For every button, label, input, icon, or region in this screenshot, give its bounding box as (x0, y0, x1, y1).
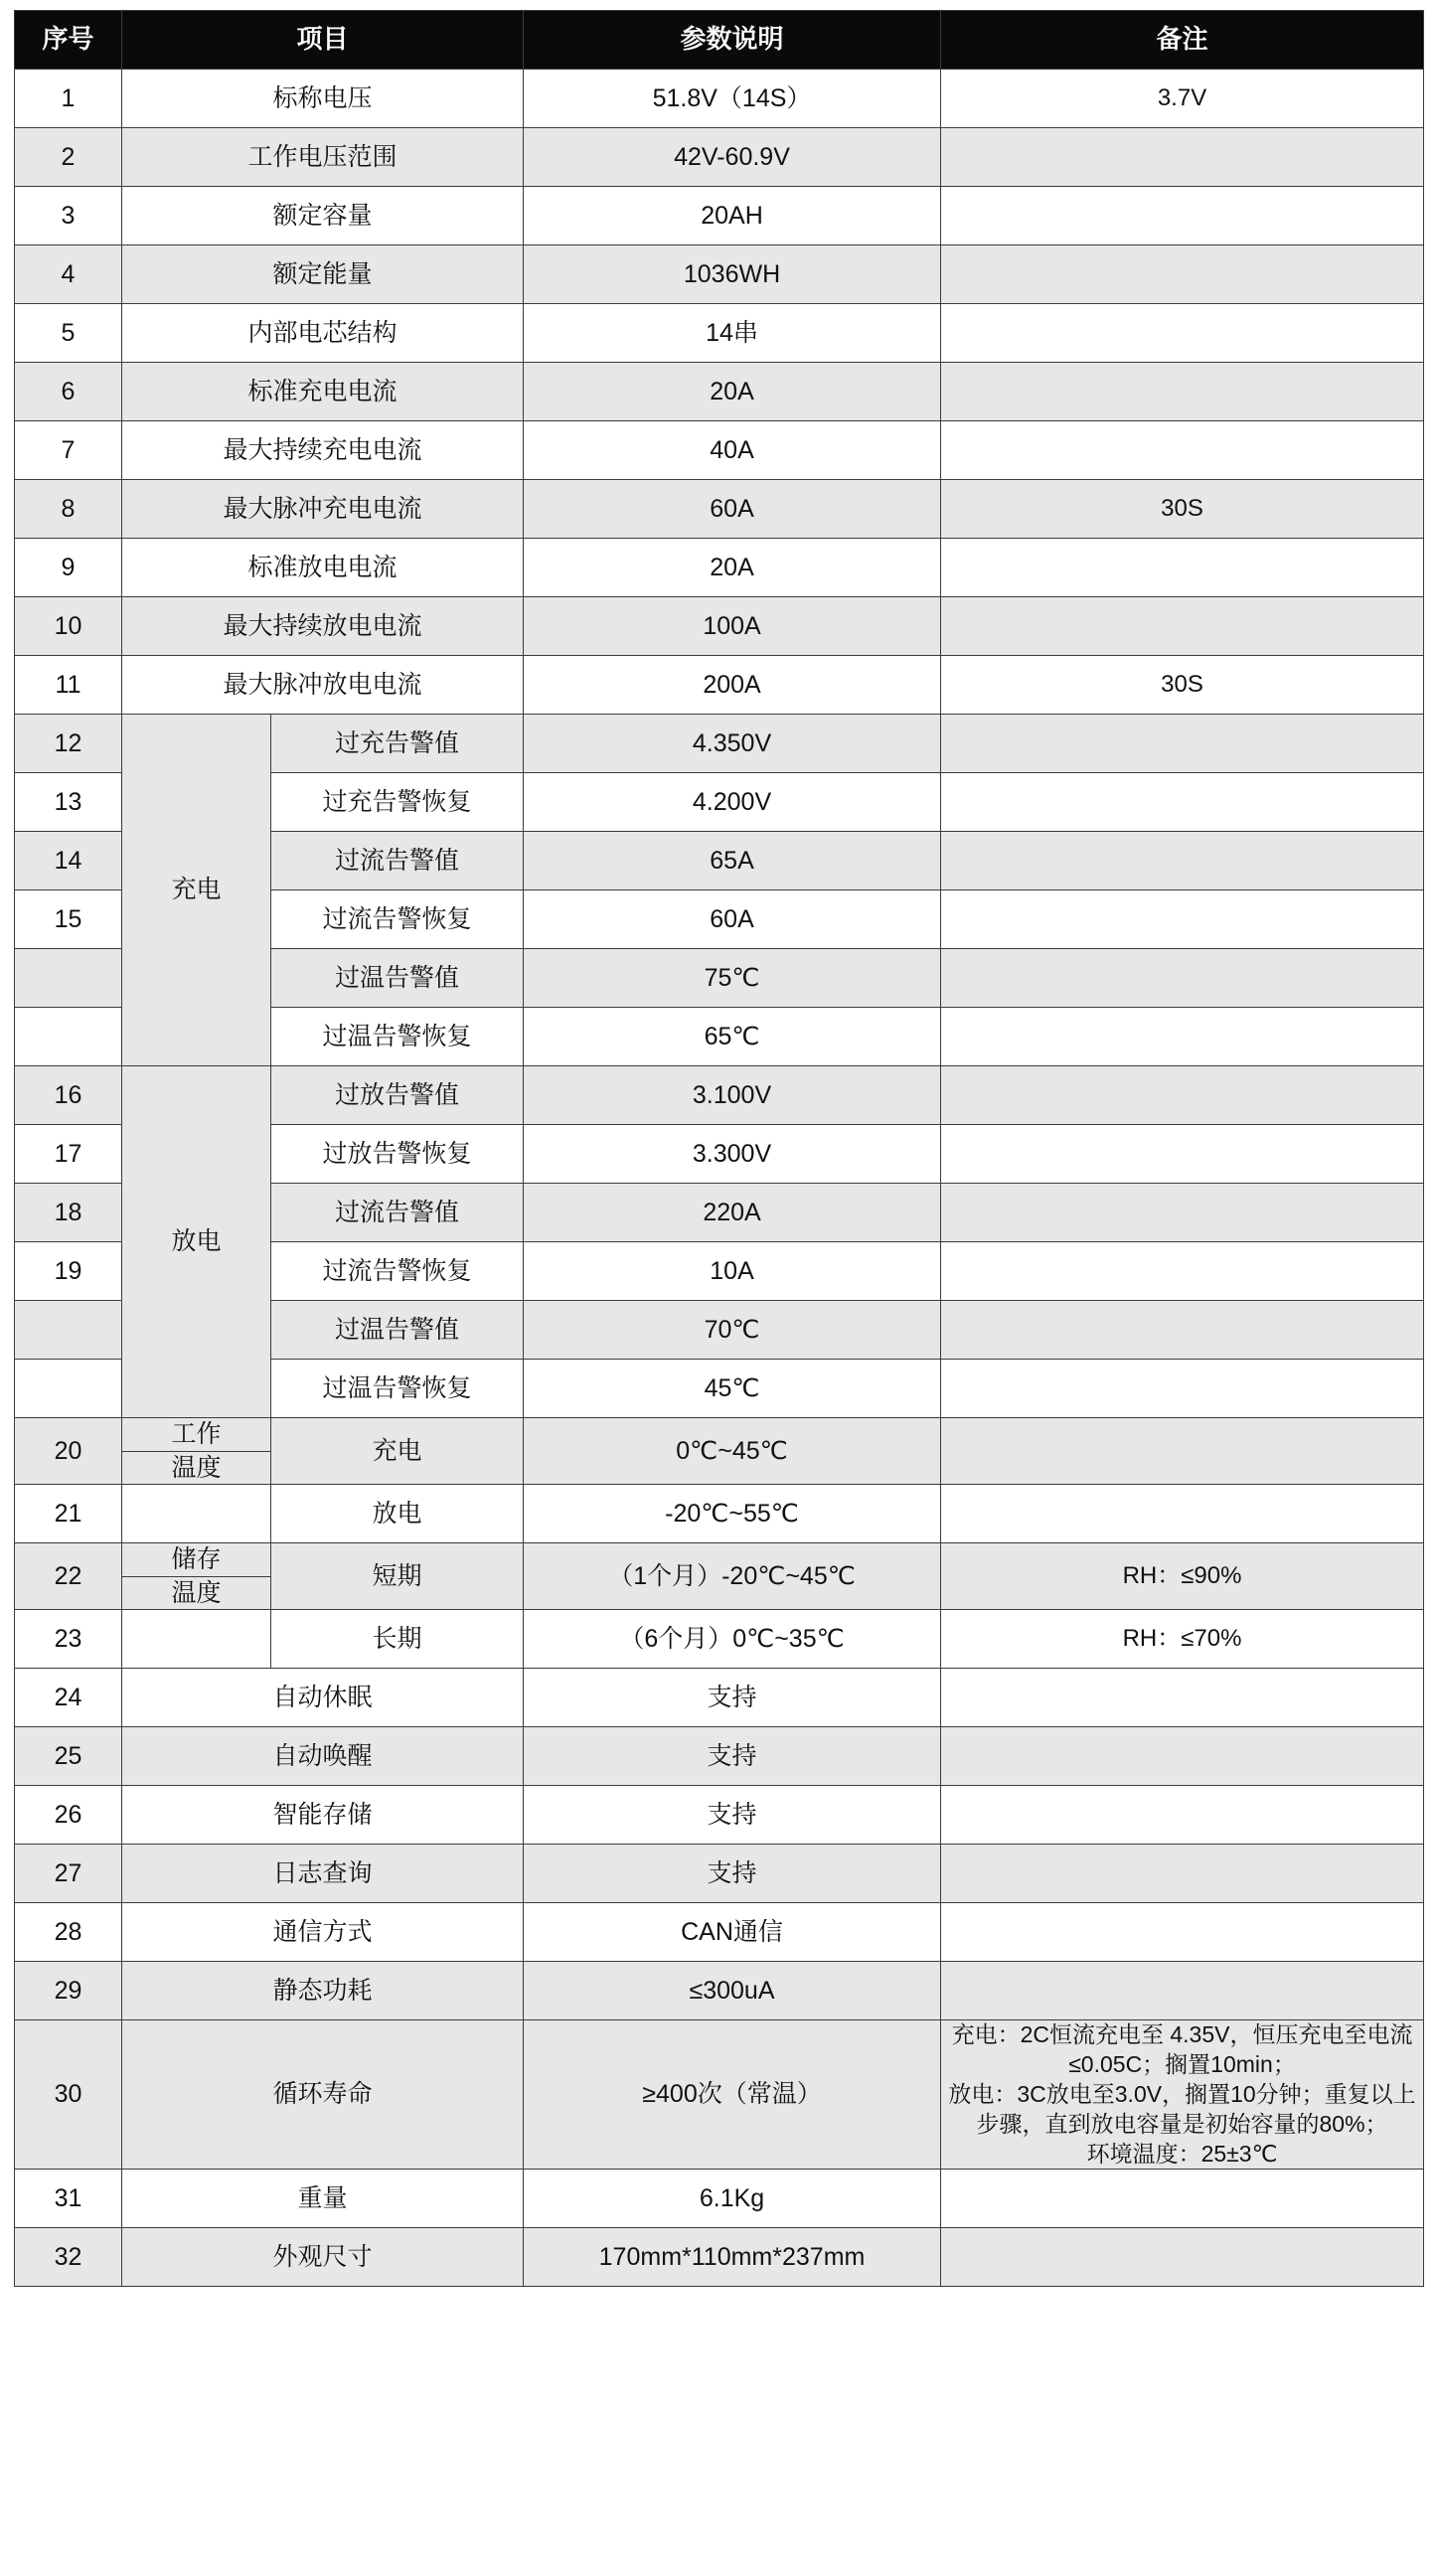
store-temp-label-top: 储存 (122, 1543, 270, 1577)
cell-no: 18 (15, 1184, 122, 1242)
cell-remark (941, 1727, 1424, 1786)
cell-item: 最大脉冲充电电流 (122, 480, 524, 539)
table-row (15, 2228, 1424, 2287)
header-cell-item: 项目 (122, 11, 524, 70)
cell-item: 日志查询 (122, 1845, 524, 1903)
cell-item: 最大持续放电电流 (122, 597, 524, 656)
table-row (15, 1669, 1424, 1727)
cell-remark: 30S (941, 480, 1424, 539)
cell-subitem: 长期 (271, 1610, 524, 1669)
cell-remark (941, 773, 1424, 832)
cell-subitem: 充电 (271, 1418, 524, 1485)
cell-subitem: 过流告警恢复 (271, 1242, 524, 1301)
cell-remark (941, 1962, 1424, 2020)
cell-no: 9 (15, 539, 122, 597)
cell-remark (941, 890, 1424, 949)
cell-no: 30 (15, 2020, 122, 2170)
cell-subitem: 过流告警恢复 (271, 890, 524, 949)
cell-remark: 3.7V (941, 70, 1424, 128)
cell-param: 60A (524, 890, 941, 949)
table-row (15, 1066, 1424, 1125)
cell-param: 6.1Kg (524, 2170, 941, 2228)
cell-param: 65℃ (524, 1008, 941, 1066)
table-row (15, 187, 1424, 245)
table-row (15, 2170, 1424, 2228)
cell-param: 支持 (524, 1669, 941, 1727)
cell-remark (941, 1242, 1424, 1301)
cell-item: 额定容量 (122, 187, 524, 245)
cell-item: 自动休眠 (122, 1669, 524, 1727)
cell-remark (941, 187, 1424, 245)
cell-remark (941, 1418, 1424, 1485)
cell-param: 200A (524, 656, 941, 715)
cell-param: 20A (524, 363, 941, 421)
cell-no: 14 (15, 832, 122, 890)
cell-remark: 30S (941, 656, 1424, 715)
cell-no: 4 (15, 245, 122, 304)
cycle-note-line-2: 放电：3C放电至3.0V，搁置10分钟；重复以上步骤，直到放电容量是初始容量的80%； (948, 2080, 1416, 2137)
cell-param: 支持 (524, 1727, 941, 1786)
cell-remark (941, 949, 1424, 1008)
cell-remark (941, 363, 1424, 421)
cell-no: 22 (15, 1543, 122, 1610)
cell-remark (941, 245, 1424, 304)
work-temp-label-bottom: 温度 (171, 1453, 222, 1482)
cell-no: 31 (15, 2170, 122, 2228)
cell-no: 10 (15, 597, 122, 656)
cell-param: 100A (524, 597, 941, 656)
cell-subitem: 过流告警值 (271, 832, 524, 890)
cell-remark: RH：≤70% (941, 1610, 1424, 1669)
table-row (15, 304, 1424, 363)
table-row (15, 656, 1424, 715)
cell-no: 13 (15, 773, 122, 832)
cell-no: 32 (15, 2228, 122, 2287)
table-row (15, 363, 1424, 421)
cell-no: 19 (15, 1242, 122, 1301)
cell-subitem: 过充告警值 (271, 715, 524, 773)
cell-no: 24 (15, 1669, 122, 1727)
cell-remark (941, 1184, 1424, 1242)
cell-no: 16 (15, 1066, 122, 1125)
table-row (15, 1418, 1424, 1485)
specification-table (14, 10, 1424, 2287)
cell-param: 10A (524, 1242, 941, 1301)
table-row (15, 421, 1424, 480)
table-row (15, 1903, 1424, 1962)
table-row (15, 1485, 1424, 1543)
cell-param: 14串 (524, 304, 941, 363)
cell-param: 65A (524, 832, 941, 890)
cell-remark (941, 1786, 1424, 1845)
cell-item: 循环寿命 (122, 2020, 524, 2170)
cell-param: 1036WH (524, 245, 941, 304)
table-row (15, 245, 1424, 304)
table-row-cycle-life (15, 2020, 1424, 2170)
table-row (15, 597, 1424, 656)
cell-no: 27 (15, 1845, 122, 1903)
cell-item: 最大脉冲放电电流 (122, 656, 524, 715)
cell-remark (941, 1125, 1424, 1184)
cell-subitem: 过温告警恢复 (271, 1360, 524, 1418)
cell-no: 7 (15, 421, 122, 480)
header-cell-remark: 备注 (941, 11, 1424, 70)
cell-remark (941, 832, 1424, 890)
cell-item: 内部电芯结构 (122, 304, 524, 363)
cell-subitem: 过温告警值 (271, 949, 524, 1008)
cell-no: 11 (15, 656, 122, 715)
cell-no: 5 (15, 304, 122, 363)
cell-no: 3 (15, 187, 122, 245)
cell-remark (941, 1360, 1424, 1418)
cell-no (15, 1360, 122, 1418)
cell-remark (941, 597, 1424, 656)
cell-param: 3.100V (524, 1066, 941, 1125)
cell-param: （1个月）-20℃~45℃ (524, 1543, 941, 1610)
header-cell-no: 序号 (15, 11, 122, 70)
cell-param: 170mm*110mm*237mm (524, 2228, 941, 2287)
cell-param: CAN通信 (524, 1903, 941, 1962)
cell-subitem: 短期 (271, 1543, 524, 1610)
table-row (15, 1610, 1424, 1669)
cell-item: 额定能量 (122, 245, 524, 304)
cycle-note-line-3: 环境温度：25±3℃ (1086, 2140, 1278, 2167)
cell-param: 支持 (524, 1845, 941, 1903)
cell-param: 220A (524, 1184, 941, 1242)
cell-no: 15 (15, 890, 122, 949)
cell-param: 3.300V (524, 1125, 941, 1184)
table-row (15, 539, 1424, 597)
table-row (15, 1543, 1424, 1610)
cell-item: 最大持续充电电流 (122, 421, 524, 480)
cell-no: 8 (15, 480, 122, 539)
cell-no (15, 1301, 122, 1360)
cell-param: 20A (524, 539, 941, 597)
cell-remark (941, 1066, 1424, 1125)
cell-remark-cycle-life (941, 2020, 1424, 2170)
cell-param: 支持 (524, 1786, 941, 1845)
cell-no: 26 (15, 1786, 122, 1845)
cell-no (15, 949, 122, 1008)
cell-no: 20 (15, 1418, 122, 1485)
cell-item: 标准充电电流 (122, 363, 524, 421)
table-row (15, 1786, 1424, 1845)
table-row (15, 1845, 1424, 1903)
cell-no: 17 (15, 1125, 122, 1184)
cell-no: 29 (15, 1962, 122, 2020)
cell-remark (941, 2228, 1424, 2287)
table-header (15, 11, 1424, 70)
cell-item: 标准放电电流 (122, 539, 524, 597)
table-body (15, 70, 1424, 2287)
cell-item: 静态功耗 (122, 1962, 524, 2020)
cell-item: 重量 (122, 2170, 524, 2228)
cell-subitem: 过充告警恢复 (271, 773, 524, 832)
cell-group-store-temp (122, 1543, 271, 1610)
cell-param: 60A (524, 480, 941, 539)
cell-param: （6个月）0℃~35℃ (524, 1610, 941, 1669)
header-cell-param: 参数说明 (524, 11, 941, 70)
cell-param: 51.8V（14S） (524, 70, 941, 128)
cell-group-empty (122, 1610, 271, 1669)
cell-param: 42V-60.9V (524, 128, 941, 187)
cell-subitem: 过温告警恢复 (271, 1008, 524, 1066)
cell-group-charge: 充电 (122, 715, 271, 1066)
cell-param: 4.200V (524, 773, 941, 832)
cell-item: 外观尺寸 (122, 2228, 524, 2287)
cell-item: 标称电压 (122, 70, 524, 128)
cell-remark: RH：≤90% (941, 1543, 1424, 1610)
table-row (15, 715, 1424, 773)
cell-no: 23 (15, 1610, 122, 1669)
cell-subitem: 过放告警恢复 (271, 1125, 524, 1184)
cell-subitem: 过流告警值 (271, 1184, 524, 1242)
cell-remark (941, 539, 1424, 597)
cell-param: 4.350V (524, 715, 941, 773)
cell-remark (941, 1008, 1424, 1066)
cell-remark (941, 128, 1424, 187)
cell-param: 45℃ (524, 1360, 941, 1418)
cell-remark (941, 304, 1424, 363)
cell-param: ≤300uA (524, 1962, 941, 2020)
cell-remark (941, 1845, 1424, 1903)
table-row (15, 70, 1424, 128)
cell-param: 70℃ (524, 1301, 941, 1360)
cell-remark (941, 2170, 1424, 2228)
cell-group-empty (122, 1485, 271, 1543)
cell-item: 自动唤醒 (122, 1727, 524, 1786)
cell-no: 21 (15, 1485, 122, 1543)
cell-remark (941, 1903, 1424, 1962)
cell-no: 25 (15, 1727, 122, 1786)
header-row (15, 11, 1424, 70)
cell-remark (941, 1485, 1424, 1543)
cell-remark (941, 1301, 1424, 1360)
cell-remark (941, 1669, 1424, 1727)
cell-param: 75℃ (524, 949, 941, 1008)
cell-param: 20AH (524, 187, 941, 245)
cell-item: 智能存储 (122, 1786, 524, 1845)
cell-subitem: 放电 (271, 1485, 524, 1543)
cell-no (15, 1008, 122, 1066)
cell-remark (941, 421, 1424, 480)
work-temp-label-top: 工作 (122, 1418, 270, 1452)
cell-remark (941, 715, 1424, 773)
cell-group-work-temp (122, 1418, 271, 1485)
store-temp-label-bottom: 温度 (171, 1578, 222, 1607)
cell-item: 通信方式 (122, 1903, 524, 1962)
cell-no: 1 (15, 70, 122, 128)
cell-param: -20℃~55℃ (524, 1485, 941, 1543)
cell-item: 工作电压范围 (122, 128, 524, 187)
cell-no: 6 (15, 363, 122, 421)
cell-no: 2 (15, 128, 122, 187)
table-row (15, 1727, 1424, 1786)
cell-no: 28 (15, 1903, 122, 1962)
cell-subitem: 过温告警值 (271, 1301, 524, 1360)
cell-no: 12 (15, 715, 122, 773)
cycle-note-line-1: 充电：2C恒流充电至 4.35V，恒压充电至电流≤0.05C；搁置10min； (951, 2021, 1413, 2077)
table-row (15, 480, 1424, 539)
cell-param: 0℃~45℃ (524, 1418, 941, 1485)
table-row (15, 1962, 1424, 2020)
cell-param: 40A (524, 421, 941, 480)
cell-subitem: 过放告警值 (271, 1066, 524, 1125)
table-row (15, 128, 1424, 187)
cell-param: ≥400次（常温） (524, 2020, 941, 2170)
cell-group-discharge: 放电 (122, 1066, 271, 1418)
